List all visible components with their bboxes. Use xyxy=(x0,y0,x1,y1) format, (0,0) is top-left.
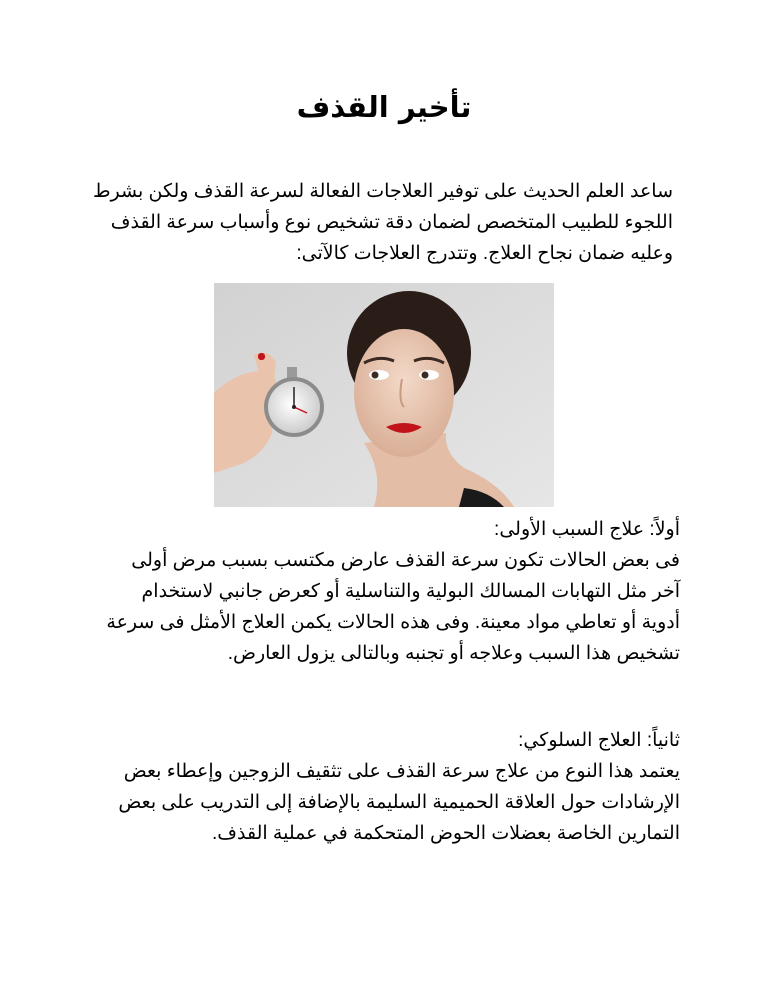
section-line: يعتمد هذا النوع من علاج سرعة القذف على تثقيف الزوجين وإعطاء بعض xyxy=(123,761,680,782)
section-line: أدوية أو تعاطي مواد معينة. وفى هذه الحالات يكمن العلاج الأمثل فى سرعة xyxy=(106,612,680,633)
woman-with-stopwatch-photo xyxy=(214,283,554,507)
section-line: فى بعض الحالات تكون سرعة القذف عارض مكتسب بسبب مرض أولى xyxy=(131,550,680,571)
section-heading: ثانياً: العلاج السلوكي: xyxy=(518,730,680,751)
section-heading: أولاً: علاج السبب الأولى: xyxy=(494,519,680,540)
section-line: آخر مثل التهابات المسالك البولية والتناسلية أو كعرض جانبي لاستخدام xyxy=(141,581,680,602)
intro-line: ساعد العلم الحديث على توفير العلاجات الفعالة لسرعة القذف ولكن بشرط xyxy=(92,181,673,202)
intro-paragraph xyxy=(73,176,673,269)
section-line: تشخيص هذا السبب وعلاجه أو تجنبه وبالتالى يزول العارض. xyxy=(227,643,680,664)
intro-line: وعليه ضمان نجاح العلاج. وتتدرج العلاجات كالآتى: xyxy=(296,243,673,264)
intro-line: اللجوء للطبيب المتخصص لضمان دقة تشخيص نوع وأسباب سرعة القذف xyxy=(110,212,673,233)
section-line: الإرشادات حول العلاقة الحميمية السليمة بالإضافة إلى التدريب على بعض xyxy=(118,792,680,813)
section-line: التمارين الخاصة بعضلات الحوض المتحكمة في عملية القذف. xyxy=(212,823,680,844)
section-behavior-cause xyxy=(70,514,680,669)
section-behavioral-treatment xyxy=(70,725,680,849)
page-title: تأخير القذف xyxy=(296,90,472,124)
